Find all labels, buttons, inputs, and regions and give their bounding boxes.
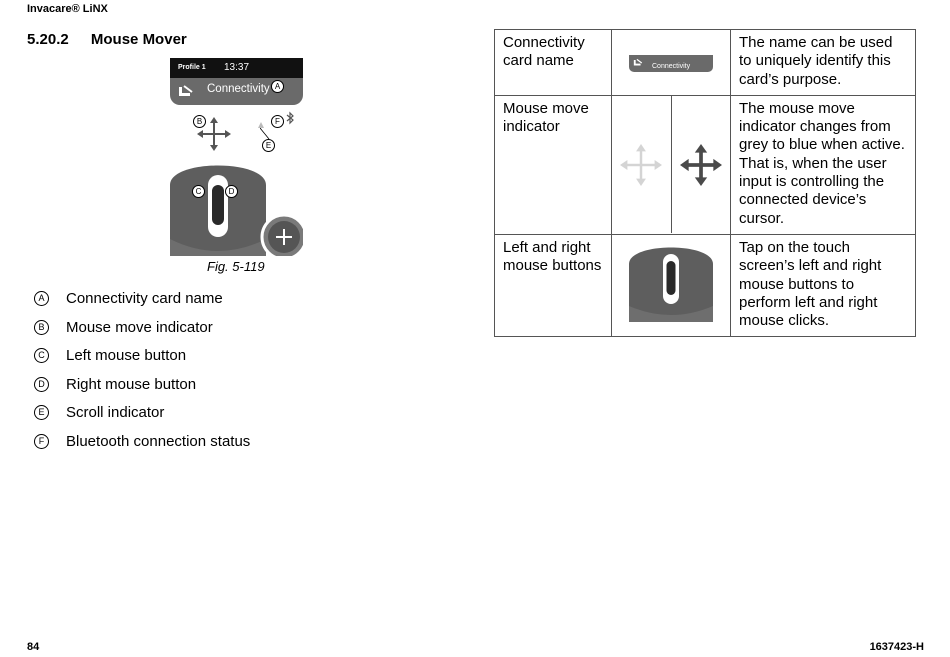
seat-icon bbox=[176, 84, 194, 100]
legend-label: Right mouse button bbox=[66, 375, 197, 393]
callout-f: F bbox=[271, 115, 284, 128]
figure-legend bbox=[32, 288, 352, 459]
legend-item bbox=[32, 374, 352, 403]
figure-caption: Fig. 5-119 bbox=[207, 259, 265, 274]
legend-mark: B bbox=[34, 320, 49, 335]
legend-label: Bluetooth connection status bbox=[66, 432, 251, 450]
mouse-move-indicator-images bbox=[612, 95, 731, 234]
mouse-buttons-image bbox=[612, 234, 731, 336]
row-description: Tap on the touch screen’s left and right mouse buttons to perform left and right mouse clicks. bbox=[731, 234, 916, 336]
callout-b: B bbox=[193, 115, 206, 128]
clock-time: 13:37 bbox=[224, 62, 250, 73]
profile-label: Profile 1 bbox=[178, 64, 206, 71]
legend-item bbox=[32, 345, 352, 374]
callout-c: C bbox=[192, 185, 205, 198]
callout-e: E bbox=[262, 139, 275, 152]
section-number: 5.20.2 bbox=[27, 31, 69, 48]
legend-item bbox=[32, 288, 352, 317]
legend-label: Scroll indicator bbox=[66, 404, 165, 421]
running-header: Invacare® LiNX bbox=[27, 3, 108, 15]
legend-mark: C bbox=[34, 348, 49, 363]
bluetooth-icon bbox=[284, 111, 298, 125]
row-name: Left and right mouse buttons bbox=[495, 234, 612, 336]
screen-status-bar bbox=[170, 58, 303, 78]
legend-mark: A bbox=[34, 291, 49, 306]
legend-label: Mouse move indicator bbox=[66, 318, 213, 336]
row-description: The name can be used to uniquely identify this card’s purpose. bbox=[731, 30, 916, 96]
mouse-mover-screen-figure bbox=[170, 58, 303, 256]
connectivity-card-label: Connectivity bbox=[207, 83, 270, 95]
connectivity-card-image bbox=[612, 30, 731, 96]
section-title: Mouse Mover bbox=[90, 31, 187, 48]
legend-item bbox=[32, 402, 352, 431]
inactive-indicator-cell bbox=[612, 96, 672, 233]
table-row bbox=[495, 30, 916, 96]
callout-a: A bbox=[271, 80, 284, 93]
legend-label: Connectivity card name bbox=[66, 290, 223, 307]
legend-mark: D bbox=[34, 377, 49, 392]
row-name: Connectivity card name bbox=[495, 30, 612, 96]
legend-label: Left mouse button bbox=[66, 347, 187, 364]
move-arrows-active-icon bbox=[680, 144, 722, 186]
legend-mark: E bbox=[34, 405, 49, 420]
mouse-buttons-graphic bbox=[629, 244, 713, 322]
legend-item bbox=[32, 317, 352, 346]
legend-mark: F bbox=[34, 434, 49, 449]
table-row bbox=[495, 234, 916, 336]
seat-icon bbox=[632, 58, 643, 68]
connectivity-card-thumbnail-label: Connectivity bbox=[652, 62, 691, 70]
connectivity-card-thumbnail bbox=[629, 55, 713, 72]
legend-item bbox=[32, 431, 352, 460]
row-name: Mouse move indicator bbox=[495, 95, 612, 234]
page-number: 84 bbox=[27, 641, 40, 653]
mouse-graphic bbox=[170, 159, 303, 256]
active-indicator-cell bbox=[672, 96, 731, 233]
section-heading bbox=[27, 31, 187, 48]
document-id: 1637423-H bbox=[869, 641, 924, 653]
feature-table bbox=[494, 29, 916, 337]
callout-d: D bbox=[225, 185, 238, 198]
connectivity-card bbox=[170, 78, 303, 105]
table-row bbox=[495, 95, 916, 234]
row-description: The mouse move indicator changes from grey to blue when active. That is, when the user input is controlling the connected device’s cursor. bbox=[731, 95, 916, 234]
move-arrows-inactive-icon bbox=[620, 144, 662, 186]
